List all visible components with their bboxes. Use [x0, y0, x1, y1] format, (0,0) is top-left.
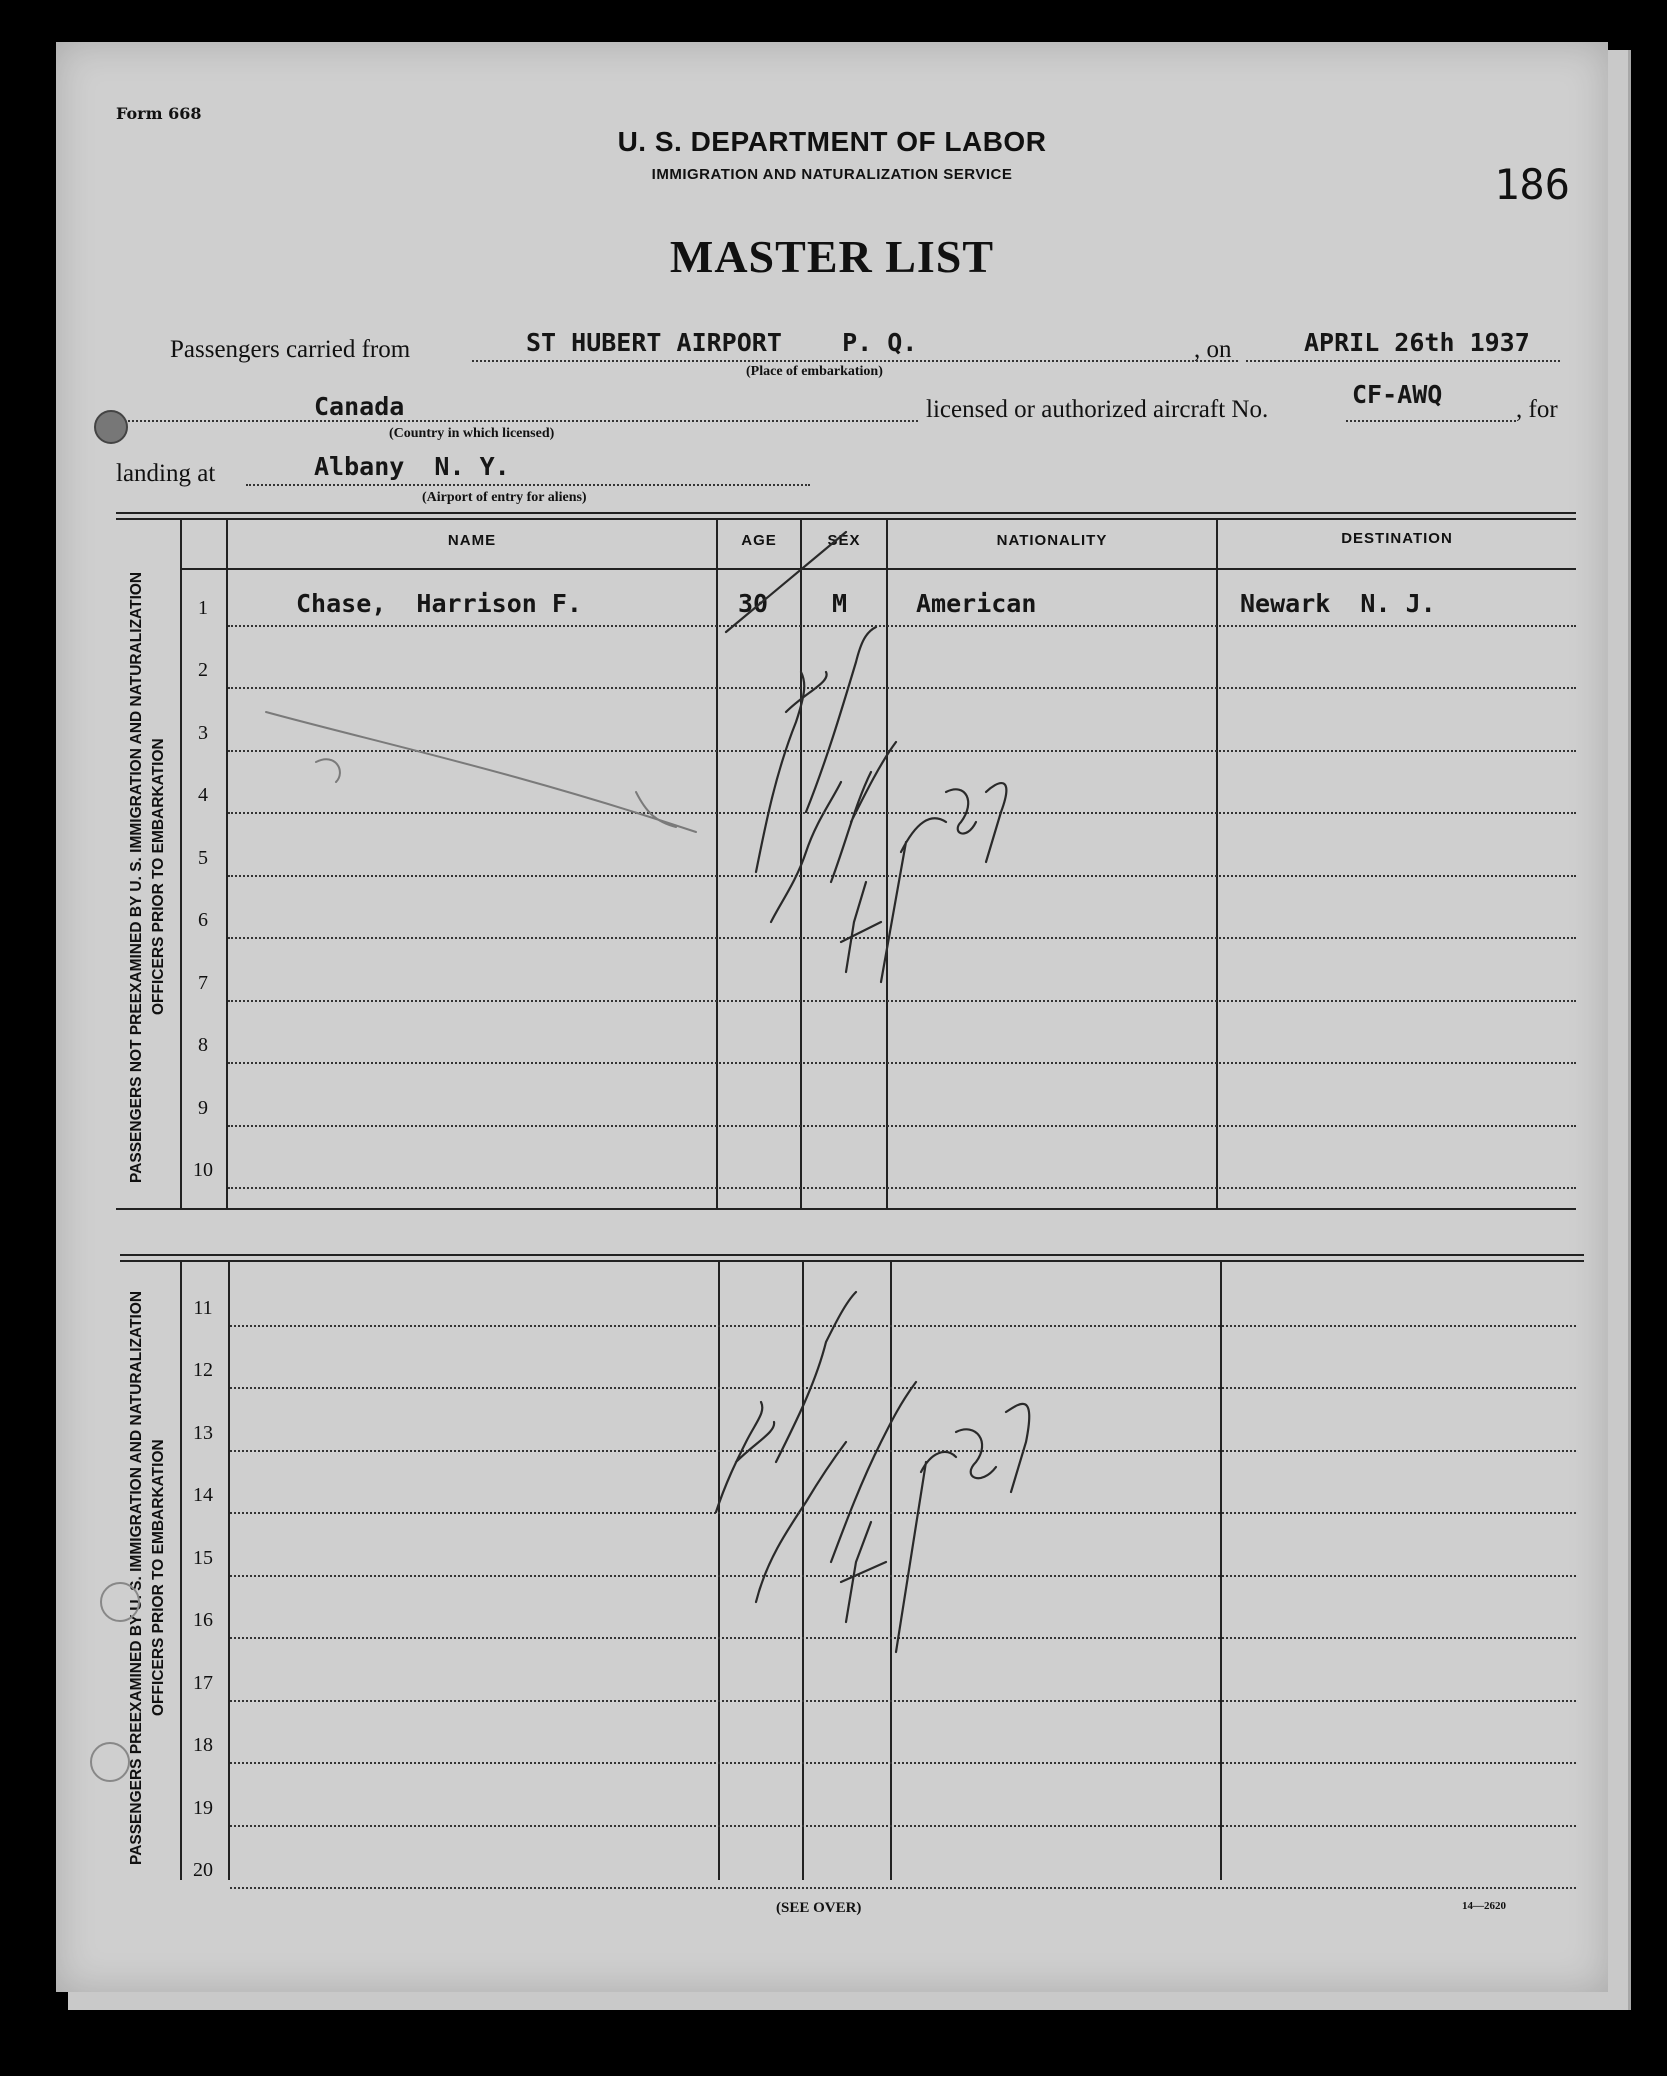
see-over-note: (SEE OVER): [776, 1900, 862, 1916]
cell-age: 30: [738, 588, 769, 618]
landing-label: landing at: [116, 460, 216, 487]
embarkation-place-value: ST HUBERT AIRPORT P. Q.: [526, 328, 918, 357]
column-divider: [180, 518, 182, 1208]
row-number: 12: [193, 1359, 213, 1381]
row-number: 10: [193, 1159, 213, 1181]
row-number: 1: [198, 596, 208, 619]
faint-pencil-mark: [256, 702, 736, 842]
table-row: [228, 1187, 1576, 1189]
row-number: 2: [198, 659, 208, 681]
cell-destination: Newark N. J.: [1240, 588, 1436, 618]
section-label-not-preexamined: PASSENGERS NOT PREEXAMINED BY U. S. IMMIGRATION AND NATURALIZATION OFFICERS PRIOR TO EMBARKATION: [128, 571, 167, 1183]
column-divider: [228, 1260, 230, 1880]
row-number: 3: [198, 721, 208, 744]
cell-name: Chase, Harrison F.: [296, 588, 582, 618]
table-row: [228, 1062, 1576, 1064]
table-bottom-rule: [120, 1254, 1584, 1256]
column-divider: [180, 1260, 182, 1880]
row-number: 17: [193, 1671, 213, 1694]
column-divider: [1220, 1260, 1222, 1880]
row-number: 20: [193, 1859, 213, 1881]
row-number: 15: [193, 1546, 213, 1569]
country-line: [116, 420, 918, 422]
cell-nationality: American: [916, 588, 1037, 618]
table-row: [230, 1825, 1576, 1827]
row-number: 14: [193, 1484, 213, 1506]
section-label-preexamined: PASSENGERS PREEXAMINED BY U. S. IMMIGRATION AND NATURALIZATION OFFICERS PRIOR TO EMBARKATION: [128, 1290, 167, 1866]
carried-from-line: [472, 360, 1238, 362]
country-caption: (Country in which licensed): [389, 426, 555, 441]
print-code: 14—2620: [1462, 1900, 1506, 1912]
date-line: [1246, 360, 1560, 362]
landing-caption: (Airport of entry for aliens): [422, 490, 587, 505]
row-number: 6: [198, 909, 208, 931]
for-label: , for: [1516, 396, 1558, 423]
row-number: 7: [198, 971, 208, 994]
master-list-form: [56, 42, 1608, 1992]
country-value: Canada: [314, 392, 405, 421]
embarkation-caption: (Place of embarkation): [746, 364, 883, 379]
date-value: APRIL 26th 1937: [1304, 328, 1530, 357]
aircraft-line: [1346, 420, 1516, 422]
column-header-sex: SEX: [827, 532, 861, 549]
row-number: 11: [193, 1296, 213, 1319]
aircraft-number: CF-AWQ: [1352, 380, 1443, 409]
on-label: , on: [1194, 336, 1232, 363]
column-header-nationality: NATIONALITY: [996, 532, 1108, 549]
form-number: Form 668: [116, 104, 202, 123]
table-section-rule: [116, 1208, 1576, 1210]
column-header-destination: DESTINATION: [1341, 530, 1453, 547]
column-header-name: NAME: [447, 532, 497, 549]
landing-airport-value: Albany N. Y.: [314, 452, 510, 481]
page-title: MASTER LIST: [669, 231, 995, 282]
row-number: 13: [193, 1421, 213, 1444]
table-row: [228, 1125, 1576, 1127]
column-divider: [1216, 518, 1218, 1208]
inspector-signature-bottom: [656, 1262, 1076, 1692]
carried-from-label: Passengers carried from: [170, 336, 411, 363]
table-row: [230, 1700, 1576, 1702]
cell-sex: M: [832, 588, 848, 618]
column-header-age: AGE: [741, 532, 777, 549]
service-heading: IMMIGRATION AND NATURALIZATION SERVICE: [651, 166, 1013, 183]
landing-line: [246, 484, 810, 486]
licensed-label: licensed or authorized aircraft No.: [926, 396, 1269, 423]
page-number: 186: [1494, 160, 1570, 209]
department-heading: U. S. DEPARTMENT OF LABOR: [617, 126, 1047, 157]
row-number: 5: [198, 846, 208, 869]
row-number: 16: [193, 1609, 213, 1631]
row-number: 9: [198, 1096, 208, 1119]
row-number: 19: [193, 1796, 213, 1819]
table-row: [230, 1887, 1576, 1889]
punch-hole: [100, 1582, 140, 1622]
column-divider: [226, 518, 228, 1208]
row-number: 18: [193, 1734, 213, 1756]
punch-hole: [90, 1742, 130, 1782]
table-row: [230, 1762, 1576, 1764]
row-number: 4: [198, 784, 208, 806]
row-number: 8: [198, 1034, 208, 1056]
punch-hole: [94, 410, 128, 444]
table-top-rule-2: [116, 518, 1576, 520]
table-top-rule: [116, 512, 1576, 514]
